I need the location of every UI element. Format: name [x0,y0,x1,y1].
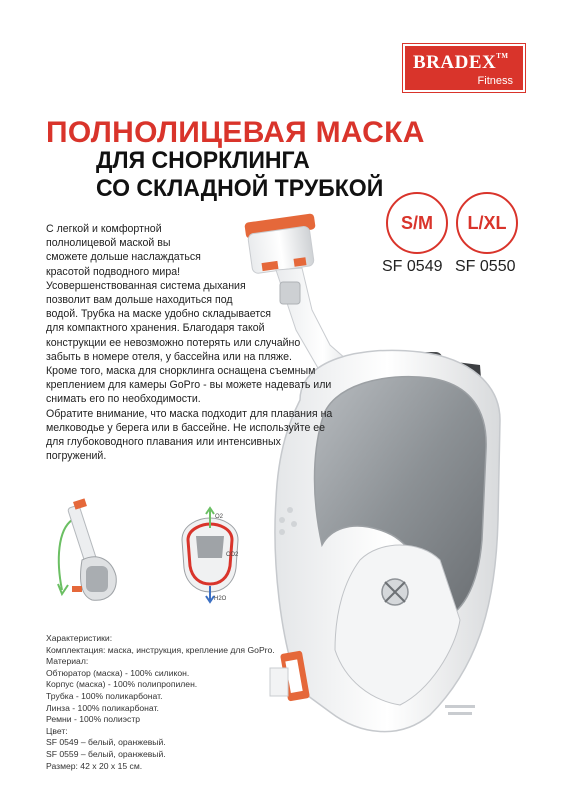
brand-subtitle: Fitness [477,75,513,87]
spec-line: Комплектация: маска, инструкция, крепление для GoPro. [46,644,275,655]
description-line: для глубоководного плавания или интенсивных [46,436,281,449]
spec-line: Трубка - 100% поликарбонат. [46,690,163,701]
product-specs [46,633,275,772]
snorkel-fold-diagram [58,498,116,600]
description-line: забыть в номере отеля, у бассейна или на пляже. [46,350,292,363]
description-line: Усовершенствованная система дыхания [46,279,246,292]
spec-line: Обтюратор (маска) - 100% силикон. [46,667,190,678]
co2-label: CO2 [226,552,239,558]
description-line: погружений. [46,450,107,463]
spec-line: Материал: [46,656,89,667]
spec-line: SF 0549 – белый, оранжевый. [46,737,166,748]
size-badge-sm: S/M [386,192,448,254]
spec-line: Линза - 100% поликарбонат. [46,702,159,713]
size-badge-lxl: L/XL [456,192,518,254]
size-code-sm: SF 0549 [382,258,443,275]
description-line: креплением для камеры GoPro - вы можете надевать или [46,379,332,392]
page-subtitle-2: СО СКЛАДНОЙ ТРУБКОЙ [96,175,384,202]
page-subtitle-1: ДЛЯ СНОРКЛИНГА [96,147,310,174]
description-line: полнолицевой маской вы [46,237,171,250]
page-title: ПОЛНОЛИЦЕВАЯ МАСКА [46,116,425,149]
description-line: мелководье у берега или в бассейне. Не используйте ее [46,421,326,434]
size-code-lxl: SF 0550 [455,258,516,275]
brand-name: BRADEX™ [413,52,509,73]
description-line: С легкой и комфортной [46,223,162,235]
h2o-label: H2O [214,596,227,602]
description-line: красотой подводного мира! [46,265,181,278]
spec-line: SF 0559 – белый, оранжевый. [46,748,166,759]
spec-line: Размер: 42 x 20 x 15 см. [46,760,143,771]
o2-label: O2 [215,514,224,520]
description-line: для компактного хранения. Благодаря такой [46,322,265,335]
description-line: Обратите внимание, что маска подходит для плавания на [46,407,333,420]
description-line: Кроме того, маска для снорклинга оснащена съемным [46,365,316,378]
description-line: конструкции ее невозможно потерять или случайно [46,336,301,349]
spec-line: Цвет: [46,725,68,736]
description-line: водой. Трубка на маске удобно складывается [46,308,272,321]
spec-line: Характеристики: [46,633,113,643]
description-line: сможете дольше наслаждаться [46,251,201,264]
spec-line: Корпус (маска) - 100% полипропилен. [46,679,198,690]
description-line: снимать его по необходимости. [46,393,201,406]
spec-line: Ремни - 100% полиэстр [46,714,141,725]
description-line: позволит вам дольше находиться под [46,294,233,307]
